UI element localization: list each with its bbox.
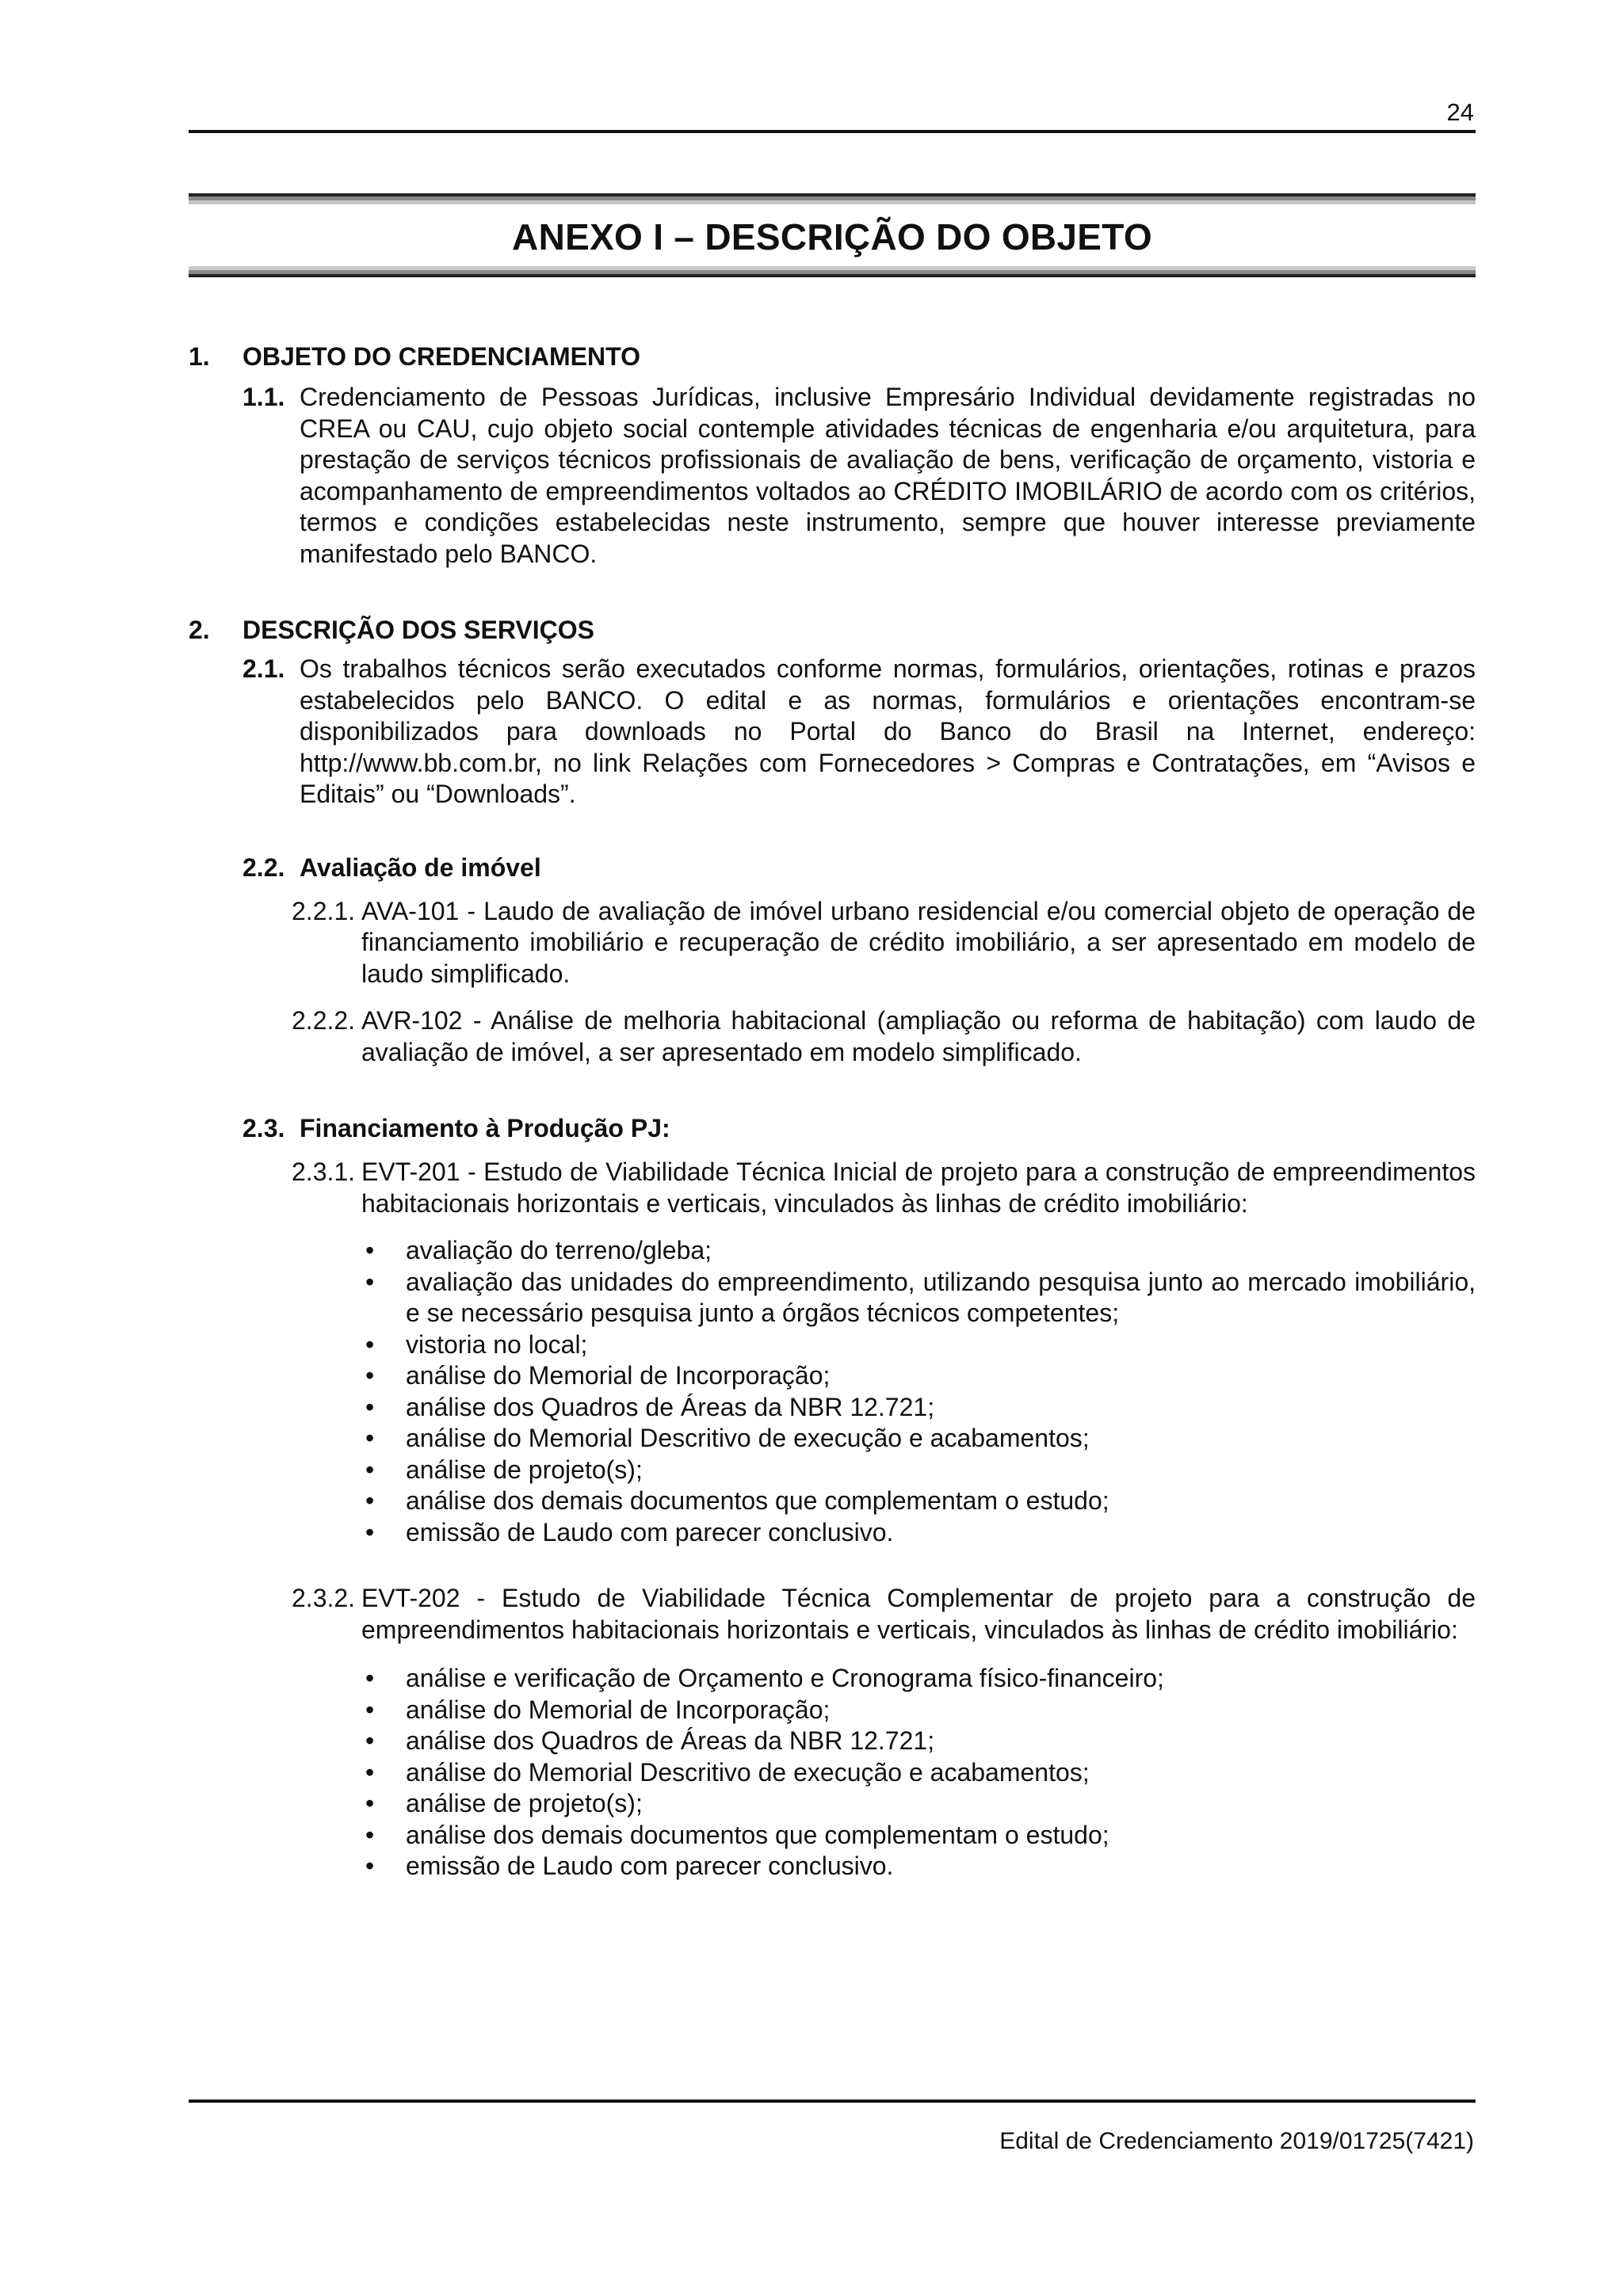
list-item-text: emissão de Laudo com parecer conclusivo. [406,1517,894,1547]
paragraph-number: 2.1. [242,654,285,683]
title-band-bottom-rule [189,266,1476,277]
bullet-icon: • [365,1695,375,1724]
bullet-icon: • [365,1664,375,1692]
title-band [189,193,1476,277]
list-item-text: análise dos Quadros de Áreas da NBR 12.721; [406,1726,935,1755]
list-item-text: análise do Memorial de Incorporação; [406,1695,831,1724]
list-item [361,1788,1476,1820]
list-item [361,1517,1476,1549]
bullet-icon: • [365,1757,375,1787]
bullet-icon: • [365,1329,375,1359]
subsection-2-3-heading [189,1112,1476,1144]
section-title: OBJETO DO CREDENCIAMENTO [242,342,640,371]
document-body [189,341,1476,1882]
list-item [361,1455,1476,1486]
section-title: DESCRIÇÃO DOS SERVIÇOS [242,616,594,644]
bullet-icon: • [365,1392,375,1421]
item-number: 2.3.2. [292,1584,356,1612]
title-band-top-rule [189,193,1476,204]
list-item [361,1423,1476,1455]
paragraph-1-1 [189,382,1476,570]
subsection-title: Financiamento à Produção PJ: [300,1114,670,1142]
list-item-text: avaliação das unidades do empreendimento, utilizando pesquisa junto ao mercado imobiliário, e se necessário pesquisa junto a órgãos técnicos competentes; [406,1267,1476,1327]
list-item [361,1757,1476,1789]
bullet-icon: • [365,1236,375,1264]
list-item-text: análise do Memorial Descritivo de execução e acabamentos; [406,1424,1090,1452]
list-item-text: avaliação do terreno/gleba; [406,1236,712,1264]
paragraph-number: 1.1. [242,383,285,411]
bullet-icon: • [365,1517,375,1547]
item-text: EVT-201 - Estudo de Viabilidade Técnica Inicial de projeto para a construção de empreendimentos habitacionais horizontais e verticais, vinculados às linhas de crédito imobiliário: [361,1158,1476,1218]
list-item [361,1695,1476,1726]
footer-text: Edital de Credenciamento 2019/01725(7421) [999,2128,1474,2154]
page-number: 24 [1446,98,1474,126]
item-text: EVT-202 - Estudo de Viabilidade Técnica Complementar de projeto para a construção de empreendimentos habitacionais horizontais e verticais, vinculados às linhas de crédito imobiliário: [361,1584,1476,1644]
bullet-icon: • [365,1726,375,1755]
list-item [361,1360,1476,1392]
item-number: 2.2.2. [292,1006,356,1035]
subsection-number: 2.3. [242,1114,285,1142]
bullet-icon: • [365,1455,375,1484]
section-2-heading [189,614,1476,646]
subsection-title: Avaliação de imóvel [300,852,541,882]
list-item-text: análise dos Quadros de Áreas da NBR 12.721; [406,1392,935,1421]
bullet-icon: • [365,1789,375,1817]
bullet-icon: • [365,1852,375,1880]
list-item-text: análise do Memorial de Incorporação; [406,1361,831,1390]
bullet-icon: • [365,1361,375,1390]
item-2-3-1-bullet-list [189,1235,1476,1548]
section-number: 1. [189,342,210,371]
list-item-text: emissão de Laudo com parecer conclusivo. [406,1852,894,1880]
item-2-2-2 [189,1005,1476,1068]
item-2-3-2 [189,1583,1476,1646]
item-2-3-1 [189,1157,1476,1219]
paragraph-text: Os trabalhos técnicos serão executados conforme normas, formulários, orientações, rotinas e prazos estabelecidos pelo BANCO. O edital e as normas, formulários e orientações encontram-se disponibilizados para downloads no Portal do Banco do Brasil na Internet, endereço: http://www.bb.com.br, no link Relações com Fornecedores > Compras e Contratações, em “Avisos e Editais” ou “Downloads”. [300,654,1476,808]
item-number: 2.2.1. [292,896,356,925]
item-2-2-1 [189,896,1476,990]
header-rule [189,130,1476,133]
subsection-number: 2.2. [242,852,285,882]
footer-rule [189,2100,1476,2103]
list-item-text: análise dos demais documentos que complementam o estudo; [406,1486,1109,1515]
list-item [361,1329,1476,1361]
list-item-text: análise do Memorial Descritivo de execução e acabamentos; [406,1757,1090,1787]
item-text: AVR-102 - Análise de melhoria habitacional (ampliação ou reforma de habitação) com laudo de avaliação de imóvel, a ser apresentado em modelo simplificado. [361,1006,1476,1066]
list-item-text: vistoria no local; [406,1329,588,1359]
list-item-text: análise dos demais documentos que complementam o estudo; [406,1820,1109,1849]
bullet-icon: • [365,1486,375,1515]
list-item [361,1663,1476,1695]
subsection-2-2-heading [189,852,1476,883]
list-item [361,1235,1476,1267]
section-1-heading [189,341,1476,372]
bullet-icon: • [365,1820,375,1849]
item-number: 2.3.1. [292,1158,356,1186]
list-item [361,1820,1476,1852]
paragraph-text: Credenciamento de Pessoas Jurídicas, inclusive Empresário Individual devidamente registradas no CREA ou CAU, cujo objeto social contemple atividades técnicas de engenharia e/ou arquitetura, para prestação de serviços técnicos profissionais de avaliação de bens, verificação de orçamento, vistoria e acompanhamento de empreendimentos voltados ao CRÉDITO IMOBILÁRIO de acordo com os critérios, termos e condições estabelecidas neste instrumento, sempre que houver interesse previamente manifestado pelo BANCO. [300,383,1476,568]
list-item-text: análise e verificação de Orçamento e Cronograma físico-financeiro; [406,1664,1164,1692]
bullet-icon: • [365,1267,375,1296]
list-item-text: análise de projeto(s); [406,1789,643,1817]
bullet-icon: • [365,1424,375,1452]
item-2-3-2-bullet-list [189,1663,1476,1882]
list-item-text: análise de projeto(s); [406,1455,643,1484]
list-item [361,1726,1476,1757]
list-item [361,1392,1476,1424]
list-item [361,1267,1476,1329]
section-number: 2. [189,616,210,644]
paragraph-2-1 [189,654,1476,810]
item-text: AVA-101 - Laudo de avaliação de imóvel urbano residencial e/ou comercial objeto de operação de financiamento imobiliário e recuperação de crédito imobiliário, a ser apresentado em modelo de laudo simplificado. [361,896,1476,988]
list-item [361,1486,1476,1517]
list-item [361,1851,1476,1882]
page-title: ANEXO I – DESCRIÇÃO DO OBJETO [512,216,1152,257]
